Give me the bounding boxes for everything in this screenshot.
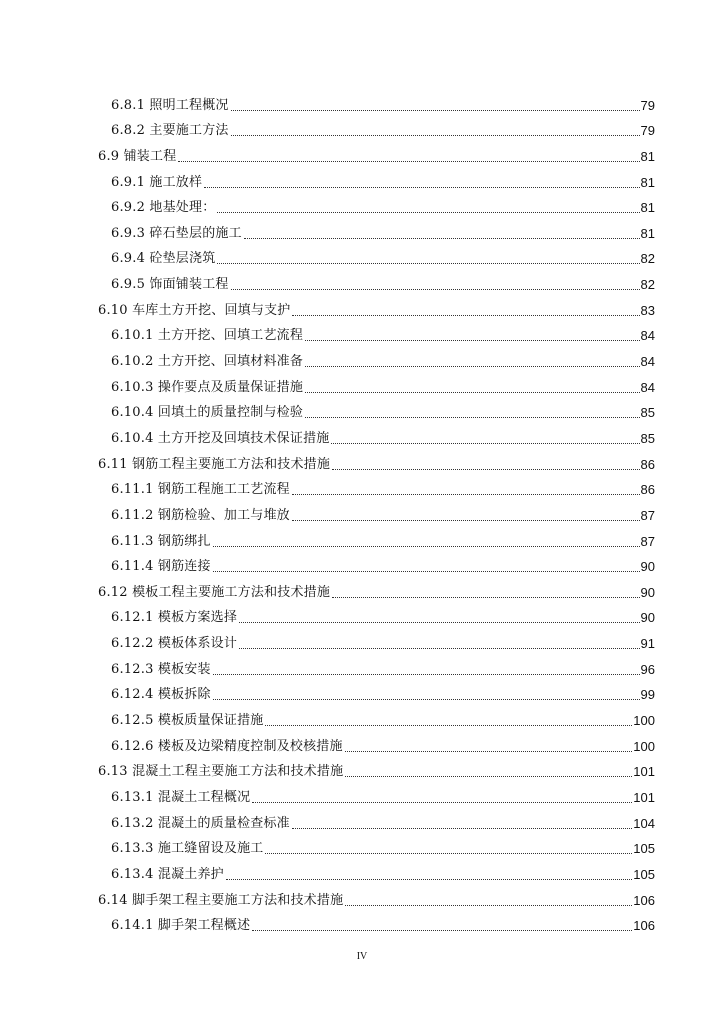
toc-section-entry[interactable]	[0, 447, 724, 473]
toc-entry-page-number: 87	[640, 533, 655, 549]
toc-dot-leader	[305, 409, 639, 418]
toc-entry-title: 6.12.4 模板拆除	[111, 687, 211, 703]
toc-entry-page-number: 96	[640, 661, 655, 677]
toc-entry-title: 6.11.2 钢筋检验、加工与堆放	[111, 507, 290, 523]
toc-dot-leader	[213, 538, 640, 547]
toc-subsection-entry[interactable]	[0, 344, 724, 370]
toc-entry-page-number: 86	[640, 482, 655, 498]
toc-subsection-entry[interactable]	[0, 857, 724, 883]
toc-dot-leader	[178, 153, 639, 162]
toc-entry-page-number: 84	[640, 328, 655, 344]
toc-entry-title: 6.10.3 操作要点及质量保证措施	[111, 379, 304, 395]
toc-dot-leader	[332, 589, 639, 598]
toc-dot-leader	[217, 255, 639, 264]
toc-subsection-entry[interactable]	[0, 678, 724, 704]
toc-dot-leader	[305, 332, 639, 341]
toc-entry-title: 6.14 脚手架工程主要施工方法和技术措施	[98, 892, 344, 908]
toc-dot-leader	[213, 563, 640, 572]
toc-entry-title: 6.12.1 模板方案选择	[111, 610, 238, 626]
toc-subsection-entry[interactable]	[0, 319, 724, 345]
toc-dot-leader	[239, 640, 639, 649]
toc-subsection-entry[interactable]	[0, 909, 724, 935]
toc-subsection-entry[interactable]	[0, 165, 724, 191]
toc-subsection-entry[interactable]	[0, 473, 724, 499]
toc-dot-leader	[332, 461, 639, 470]
toc-dot-leader	[244, 230, 640, 239]
toc-entry-title: 6.10.2 土方开挖、回填材料准备	[111, 354, 304, 370]
toc-entry-title: 6.12.3 模板安装	[111, 661, 211, 677]
toc-subsection-entry[interactable]	[0, 191, 724, 217]
toc-entry-page-number: 106	[633, 892, 655, 908]
toc-section-entry[interactable]	[0, 575, 724, 601]
toc-entry-title: 6.12.5 模板质量保证措施	[111, 713, 264, 729]
toc-entry-title: 6.13.4 混凝土养护	[111, 866, 224, 882]
toc-dot-leader	[239, 614, 639, 623]
toc-subsection-entry[interactable]	[0, 626, 724, 652]
toc-dot-leader	[265, 717, 632, 726]
toc-entry-title: 6.9.5 饰面铺装工程	[111, 277, 229, 293]
toc-dot-leader	[265, 845, 632, 854]
toc-dot-leader	[231, 281, 640, 290]
toc-subsection-entry[interactable]	[0, 806, 724, 832]
toc-entry-title: 6.13 混凝土工程主要施工方法和技术措施	[98, 764, 344, 780]
toc-entry-title: 6.9.4 砼垫层浇筑	[111, 251, 216, 267]
toc-entry-title: 6.9.2 地基处理：	[111, 200, 216, 216]
toc-entry-title: 6.11.1 钢筋工程施工工艺流程	[111, 482, 290, 498]
toc-entry-page-number: 100	[633, 713, 655, 729]
toc-entry-title: 6.13.1 混凝土工程概况	[111, 789, 251, 805]
toc-subsection-entry[interactable]	[0, 216, 724, 242]
toc-dot-leader	[292, 512, 640, 521]
toc-subsection-entry[interactable]	[0, 370, 724, 396]
toc-entry-title: 6.11.3 钢筋绑扎	[111, 533, 211, 549]
toc-subsection-entry[interactable]	[0, 832, 724, 858]
toc-dot-leader	[213, 666, 640, 675]
toc-entry-title: 6.9.1 施工放样	[111, 174, 203, 190]
toc-dot-leader	[345, 768, 632, 777]
toc-entry-title: 6.10.1 土方开挖、回填工艺流程	[111, 328, 304, 344]
toc-dot-leader	[252, 922, 632, 931]
toc-subsection-entry[interactable]	[0, 267, 724, 293]
toc-dot-leader	[252, 794, 632, 803]
toc-entry-page-number: 79	[640, 97, 655, 113]
toc-entry-page-number: 90	[640, 610, 655, 626]
toc-entry-page-number: 101	[633, 789, 655, 805]
toc-subsection-entry[interactable]	[0, 88, 724, 114]
toc-dot-leader	[331, 435, 639, 444]
toc-entry-title: 6.12.6 楼板及边梁精度控制及校核措施	[111, 738, 343, 754]
toc-entry-title: 6.8.2 主要施工方法	[111, 123, 229, 139]
toc-entry-title: 6.11 钢筋工程主要施工方法和技术措施	[98, 456, 331, 472]
toc-entry-title: 6.9.3 碎石垫层的施工	[111, 225, 242, 241]
toc-dot-leader	[292, 307, 639, 316]
toc-entry-title: 6.12 模板工程主要施工方法和技术措施	[98, 584, 331, 600]
toc-subsection-entry[interactable]	[0, 242, 724, 268]
toc-entry-page-number: 105	[633, 841, 655, 857]
toc-entry-page-number: 81	[640, 200, 655, 216]
table-of-contents	[0, 88, 724, 934]
toc-subsection-entry[interactable]	[0, 421, 724, 447]
toc-entry-title: 6.9 铺装工程	[98, 148, 177, 164]
toc-entry-page-number: 85	[640, 430, 655, 446]
toc-entry-page-number: 104	[633, 815, 655, 831]
toc-subsection-entry[interactable]	[0, 601, 724, 627]
toc-subsection-entry[interactable]	[0, 114, 724, 140]
toc-entry-page-number: 105	[633, 866, 655, 882]
toc-entry-title: 6.10.4 回填土的质量控制与检验	[111, 405, 304, 421]
toc-entry-title: 6.12.2 模板体系设计	[111, 636, 238, 652]
toc-entry-title: 6.13.2 混凝土的质量检查标准	[111, 815, 290, 831]
toc-dot-leader	[217, 204, 639, 213]
toc-subsection-entry[interactable]	[0, 652, 724, 678]
toc-entry-title: 6.10.4 土方开挖及回填技术保证措施	[111, 430, 330, 446]
toc-dot-leader	[345, 743, 633, 752]
toc-entry-page-number: 86	[640, 456, 655, 472]
toc-section-entry[interactable]	[0, 293, 724, 319]
toc-entry-page-number: 81	[640, 174, 655, 190]
toc-subsection-entry[interactable]	[0, 498, 724, 524]
toc-subsection-entry[interactable]	[0, 703, 724, 729]
toc-entry-page-number: 100	[633, 738, 655, 754]
toc-entry-page-number: 91	[640, 636, 655, 652]
toc-entry-title: 6.11.4 钢筋连接	[111, 559, 211, 575]
toc-subsection-entry[interactable]	[0, 780, 724, 806]
toc-entry-page-number: 99	[640, 687, 655, 703]
toc-entry-page-number: 106	[633, 918, 655, 934]
toc-dot-leader	[305, 384, 639, 393]
toc-dot-leader	[292, 820, 632, 829]
toc-entry-title: 6.10 车库土方开挖、回填与支护	[98, 302, 291, 318]
toc-subsection-entry[interactable]	[0, 396, 724, 422]
toc-subsection-entry[interactable]	[0, 729, 724, 755]
toc-subsection-entry[interactable]	[0, 524, 724, 550]
toc-dot-leader	[213, 691, 640, 700]
toc-entry-page-number: 90	[640, 559, 655, 575]
toc-section-entry[interactable]	[0, 755, 724, 781]
toc-entry-page-number: 82	[640, 251, 655, 267]
toc-entry-title: 6.13.3 施工缝留设及施工	[111, 841, 264, 857]
toc-dot-leader	[231, 102, 640, 111]
toc-entry-page-number: 87	[640, 507, 655, 523]
toc-entry-page-number: 82	[640, 277, 655, 293]
toc-entry-page-number: 90	[640, 584, 655, 600]
toc-entry-page-number: 83	[640, 302, 655, 318]
toc-dot-leader	[226, 871, 632, 880]
toc-section-entry[interactable]	[0, 883, 724, 909]
toc-dot-leader	[231, 127, 640, 136]
toc-entry-title: 6.8.1 照明工程概况	[111, 97, 229, 113]
toc-entry-page-number: 85	[640, 405, 655, 421]
toc-dot-leader	[292, 486, 640, 495]
toc-section-entry[interactable]	[0, 139, 724, 165]
toc-entry-page-number: 79	[640, 123, 655, 139]
toc-dot-leader	[345, 897, 632, 906]
toc-dot-leader	[305, 358, 639, 367]
toc-entry-title: 6.14.1 脚手架工程概述	[111, 918, 251, 934]
toc-entry-page-number: 81	[640, 225, 655, 241]
toc-subsection-entry[interactable]	[0, 550, 724, 576]
toc-entry-page-number: 84	[640, 379, 655, 395]
toc-entry-page-number: 101	[633, 764, 655, 780]
toc-entry-page-number: 81	[640, 148, 655, 164]
toc-dot-leader	[204, 179, 639, 188]
page-number-footer: IV	[356, 951, 368, 962]
toc-entry-page-number: 84	[640, 354, 655, 370]
